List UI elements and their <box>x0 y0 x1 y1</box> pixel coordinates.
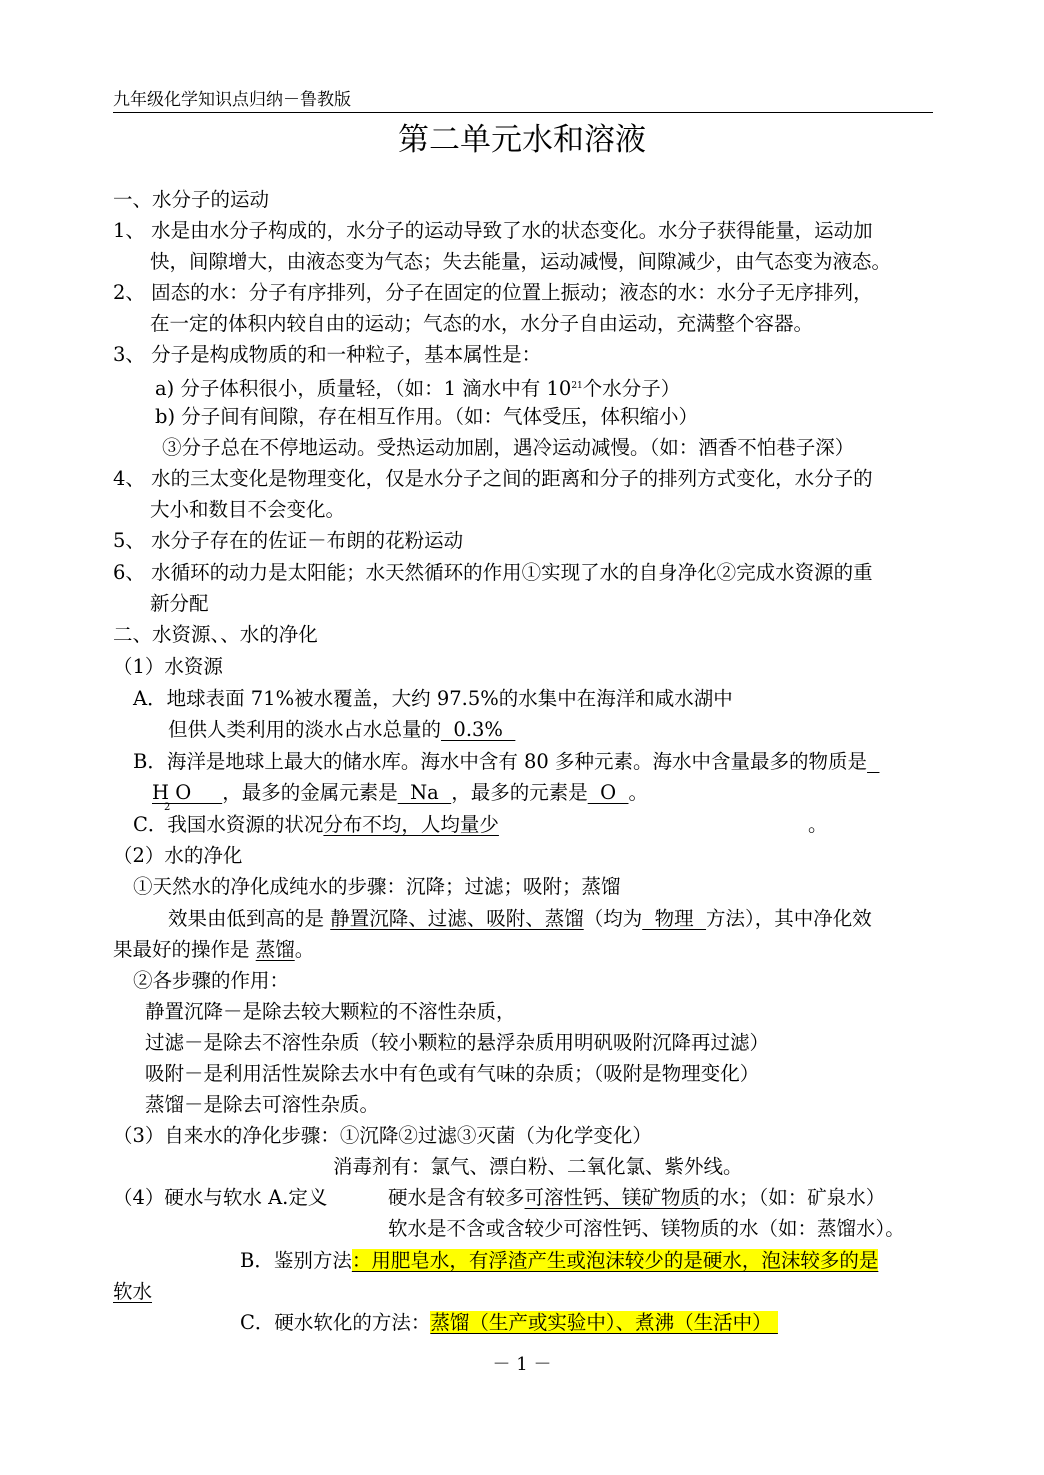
soft-water-definition: 软水是不含或含较少可溶性钙、镁物质的水（如：蒸馏水）。 <box>388 1217 905 1240</box>
identification-method-line2 <box>113 1277 152 1307</box>
step-sedimentation: 静置沉降－是除去较大颗粒的不溶性杂质， <box>145 1000 516 1023</box>
s1-para4-line1: 4、 水的三太变化是物理变化，仅是水分子之间的距离和分子的排列方式变化，水分子的 <box>113 467 873 490</box>
answer-minerals: 可溶性钙、镁矿物质 <box>524 1186 701 1209</box>
answer-h2o: H O <box>152 781 223 804</box>
hard-water-definition: 硬水是含有较多可溶性钙、镁矿物质的水；（如：矿泉水） <box>388 1186 886 1209</box>
s1-para6-line2: 新分配 <box>150 592 209 615</box>
step-filtration: 过滤－是除去不溶性杂质（较小颗粒的悬浮杂质用明矾吸附沉降再过滤） <box>145 1031 770 1054</box>
answer-distillation: 蒸馏 <box>255 938 295 961</box>
s1-para2-line1: 2、 固态的水：分子有序排列，分子在固定的位置上振动；液态的水：水分子无序排列， <box>113 281 873 304</box>
answer-physical: 物理 <box>642 907 707 930</box>
answer-identification: ：用肥皂水，有浮渣产生或泡沫较少的是硬水，泡沫较多的是 <box>351 1249 879 1272</box>
hard-soft-heading: （4）硬水与软水 A.定义 <box>113 1186 328 1209</box>
purification-effect-line2: 果最好的操作是 蒸馏。 <box>113 938 315 961</box>
section1-heading: 一、水分子的运动 <box>113 188 270 211</box>
purification-heading: （2）水的净化 <box>113 844 243 867</box>
answer-soft-water: 软水 <box>113 1280 153 1303</box>
s1-para1-line2: 快，间隙增大，由液态变为气态；失去能量，运动减慢，间隙减少，由气态变为液态。 <box>150 250 892 273</box>
water-resources-C: C．我国水资源的状况分布不均，人均量少 <box>133 813 499 836</box>
s1-para4-line2: 大小和数目不会变化。 <box>150 498 346 521</box>
answer-softening: 蒸馏（生产或实验中）、煮沸（生活中） <box>430 1311 778 1334</box>
water-resources-A2: 但供人类利用的淡水占水总量的 0.3% <box>168 718 516 741</box>
step-adsorption: 吸附－是利用活性炭除去水中有色或有气味的杂质；（吸附是物理变化） <box>145 1062 760 1085</box>
identification-method-line1: B．鉴别方法：用肥皂水，有浮渣产生或泡沫较少的是硬水，泡沫较多的是 <box>240 1249 879 1272</box>
water-resources-B1: B．海洋是地球上最大的储水库。海水中含有 80 多种元素。海水中含量最多的物质是 <box>133 747 879 777</box>
water-resources-A1: A．地球表面 71%被水覆盖，大约 97.5%的水集中在海洋和咸水湖中 <box>133 687 733 710</box>
section2-heading: 二、水资源、、水的净化 <box>113 623 318 646</box>
page-title: 第二单元水和溶液 <box>398 122 646 158</box>
tap-water-heading: （3）自来水的净化步骤：①沉降②过滤③灭菌（为化学变化） <box>113 1124 652 1147</box>
answer-fresh-water-percent: 0.3% <box>441 718 516 741</box>
s1-para1-line1: 1、 水是由水分子构成的，水分子的运动导致了水的状态变化。水分子获得能量，运动加 <box>113 219 873 242</box>
step-distillation: 蒸馏－是除去可溶性杂质。 <box>145 1093 380 1116</box>
page-number: － 1 － <box>492 1354 552 1375</box>
water-resources-heading: （1）水资源 <box>113 655 223 678</box>
s1-para3-b: b) 分子间有间隙，存在相互作用。（如：气体受压，体积缩小） <box>155 405 699 428</box>
s1-para6-line1: 6、 水循环的动力是太阳能；水天然循环的作用①实现了水的自身净化②完成水资源的重 <box>113 561 873 584</box>
answer-o: O <box>587 781 629 804</box>
answer-na: Na <box>397 781 452 804</box>
purification-effect-line1: 效果由低到高的是 静置沉降、过滤、吸附、蒸馏（均为 物理 方法），其中净化效 <box>168 907 872 930</box>
s1-para5: 5、 水分子存在的佐证－布朗的花粉运动 <box>113 529 464 552</box>
subscript-2: 2 <box>164 802 171 813</box>
superscript-21: 21 <box>571 381 583 391</box>
s1-para3-c: ③分子总在不停地运动。受热运动加剧，遇冷运动减慢。（如：酒香不怕巷子深） <box>162 436 855 459</box>
softening-method: C．硬水软化的方法：蒸馏（生产或实验中）、煮沸（生活中） <box>240 1311 778 1334</box>
s1-para3-a: a) 分子体积很小，质量轻，（如：1 滴水中有 $10^{21}$个水分子） <box>155 377 681 400</box>
water-resources-C-period: 。 <box>808 813 828 836</box>
water-resources-B2: H O ，最多的金属元素是 Na ，最多的元素是 O 。 <box>152 781 648 804</box>
answer-resource-status: 分布不均，人均量少 <box>323 813 499 836</box>
s1-para3: 3、 分子是构成物质的和一种粒子，基本属性是： <box>113 343 542 366</box>
answer-order: 静置沉降、过滤、吸附、蒸馏 <box>330 907 584 930</box>
answer-blank <box>867 750 879 773</box>
running-header: 九年级化学知识点归纳－鲁教版 <box>113 90 933 113</box>
purification-steps: ①天然水的净化成纯水的步骤：沉降；过滤；吸附；蒸馏 <box>133 875 621 898</box>
step-functions-heading: ②各步骤的作用： <box>133 969 290 992</box>
disinfectants: 消毒剂有：氯气、漂白粉、二氧化氯、紫外线。 <box>333 1155 743 1178</box>
s1-para2-line2: 在一定的体积内较自由的运动；气态的水，水分子自由运动，充满整个容器。 <box>150 312 814 335</box>
